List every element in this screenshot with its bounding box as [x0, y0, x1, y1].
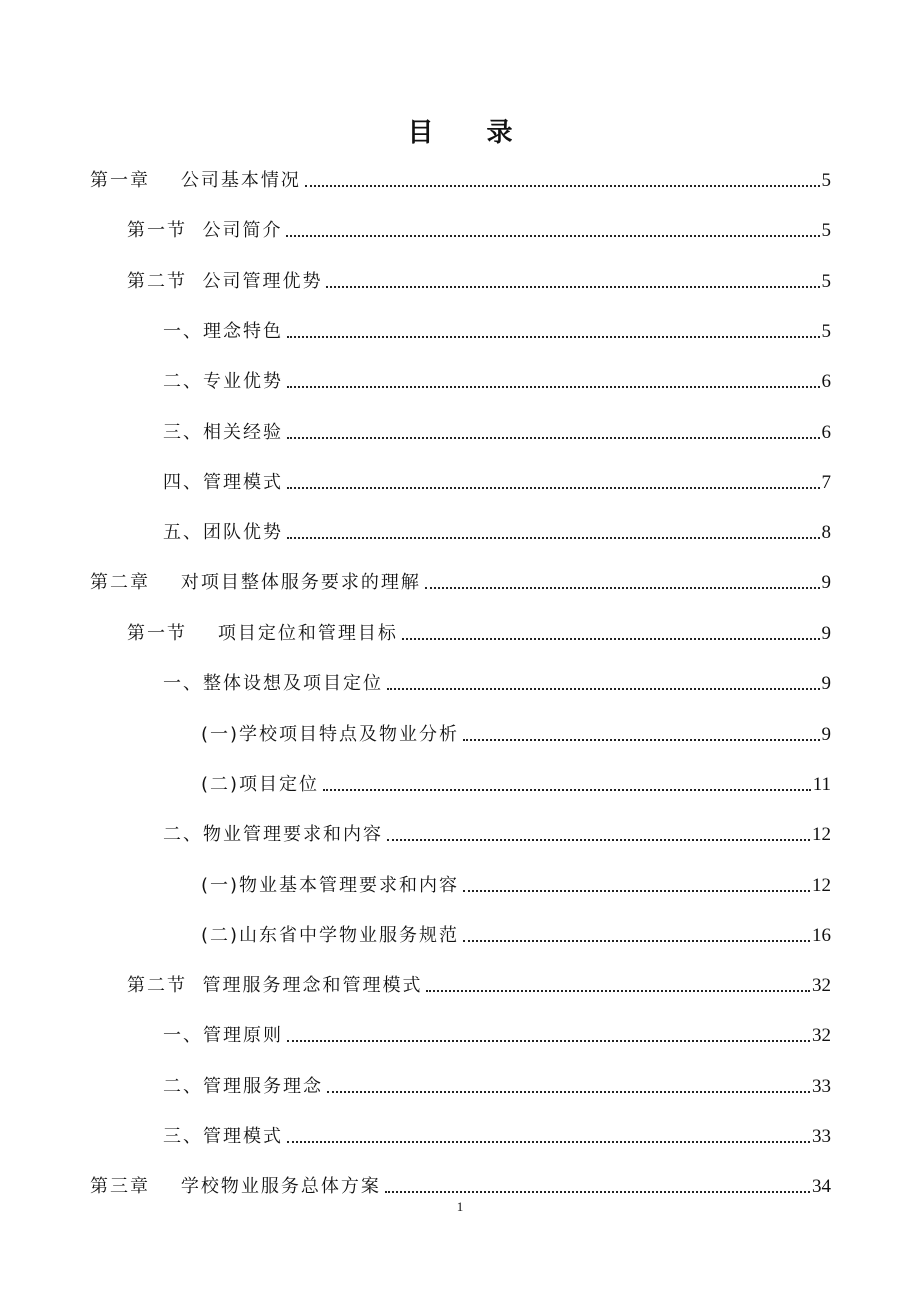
toc-page-number: 34: [812, 1176, 831, 1197]
toc-label: 二、物业管理要求和内容: [163, 824, 383, 845]
toc-leader-dots: [323, 788, 811, 791]
toc-leader-dots: [426, 989, 810, 992]
toc-subitem[interactable]: [201, 716, 831, 746]
toc-page-number: 6: [821, 371, 831, 392]
toc-page-number: 33: [812, 1126, 831, 1147]
toc-label: 三、相关经验: [163, 422, 283, 443]
toc-label: 第一节 公司简介: [127, 220, 283, 241]
toc-item[interactable]: [163, 1017, 831, 1047]
toc-leader-dots: [326, 285, 819, 288]
toc-page-number: 16: [812, 925, 831, 946]
toc-page-number: 12: [812, 875, 831, 896]
toc-leader-dots: [287, 385, 820, 388]
toc-item[interactable]: [163, 313, 831, 343]
toc-page-number: 5: [821, 271, 831, 292]
toc-subitem[interactable]: [201, 917, 831, 947]
toc-page-number: 11: [812, 774, 831, 795]
toc-label: 第一章 公司基本情况: [90, 170, 301, 191]
toc-label: 四、管理模式: [163, 472, 283, 493]
toc-label: 五、团队优势: [163, 522, 283, 543]
toc-label: (一)物业基本管理要求和内容: [201, 875, 460, 896]
toc-label: (一)学校项目特点及物业分析: [201, 724, 460, 745]
toc-leader-dots: [387, 687, 820, 690]
toc-label: 第二节 公司管理优势: [127, 271, 323, 292]
toc-label: 第三章 学校物业服务总体方案: [90, 1176, 381, 1197]
toc-chapter-3[interactable]: [90, 1168, 831, 1198]
toc-page-number: 5: [821, 321, 831, 342]
toc-label: 二、专业优势: [163, 371, 283, 392]
toc-leader-dots: [287, 536, 820, 539]
toc-leader-dots: [385, 1190, 810, 1193]
toc-label: 一、整体设想及项目定位: [163, 673, 383, 694]
toc-label: 第一节 项目定位和管理目标: [127, 623, 398, 644]
toc-label: 二、管理服务理念: [163, 1076, 323, 1097]
toc-leader-dots: [463, 889, 810, 892]
toc-label: 三、管理模式: [163, 1126, 283, 1147]
toc-page-number: 9: [821, 724, 831, 745]
toc-label: (二)项目定位: [201, 774, 320, 795]
toc-page-number: 33: [812, 1076, 831, 1097]
toc-page-number: 8: [821, 522, 831, 543]
toc-page-number: 9: [821, 673, 831, 694]
toc-section-1-2[interactable]: [127, 263, 831, 293]
toc-item[interactable]: [163, 363, 831, 393]
toc-page-number: 5: [821, 220, 831, 241]
toc-page-number: 5: [821, 170, 831, 191]
toc-leader-dots: [463, 939, 810, 942]
toc-leader-dots: [287, 436, 820, 439]
toc-page-number: 9: [821, 623, 831, 644]
toc-subitem[interactable]: [201, 766, 831, 796]
toc-item[interactable]: [163, 514, 831, 544]
toc-leader-dots: [286, 234, 819, 237]
toc-section-1-1[interactable]: [127, 212, 831, 242]
footer-page-number: 1: [456, 1199, 464, 1214]
toc-leader-dots: [287, 335, 820, 338]
toc-leader-dots: [425, 586, 820, 589]
toc-leader-dots: [287, 486, 820, 489]
toc-item[interactable]: [163, 1068, 831, 1098]
toc-page-number: 32: [812, 975, 831, 996]
toc-item[interactable]: [163, 414, 831, 444]
toc-label: (二)山东省中学物业服务规范: [201, 925, 460, 946]
toc-page-number: 32: [812, 1025, 831, 1046]
toc-leader-dots: [287, 1140, 810, 1143]
toc-leader-dots: [402, 637, 820, 640]
toc-page-number: 7: [821, 472, 831, 493]
toc-chapter-1[interactable]: [90, 162, 831, 192]
toc-label: 第二章 对项目整体服务要求的理解: [90, 572, 421, 593]
toc-leader-dots: [387, 838, 810, 841]
toc-page-number: 9: [821, 572, 831, 593]
toc-item[interactable]: [163, 816, 831, 846]
toc-item[interactable]: [163, 464, 831, 494]
toc-section-2-2[interactable]: [127, 967, 831, 997]
toc-chapter-2[interactable]: [90, 564, 831, 594]
toc-section-2-1[interactable]: [127, 615, 831, 645]
toc-leader-dots: [287, 1039, 810, 1042]
toc-label: 一、管理原则: [163, 1025, 283, 1046]
toc-page-number: 6: [821, 422, 831, 443]
toc-page-number: 12: [812, 824, 831, 845]
toc-item[interactable]: [163, 1118, 831, 1148]
toc-label: 一、理念特色: [163, 321, 283, 342]
page-title: 目 录: [407, 118, 535, 148]
toc-leader-dots: [327, 1090, 810, 1093]
toc-item[interactable]: [163, 665, 831, 695]
toc-leader-dots: [463, 738, 819, 741]
toc-subitem[interactable]: [201, 867, 831, 897]
toc-label: 第二节 管理服务理念和管理模式: [127, 975, 423, 996]
toc-leader-dots: [305, 184, 820, 187]
